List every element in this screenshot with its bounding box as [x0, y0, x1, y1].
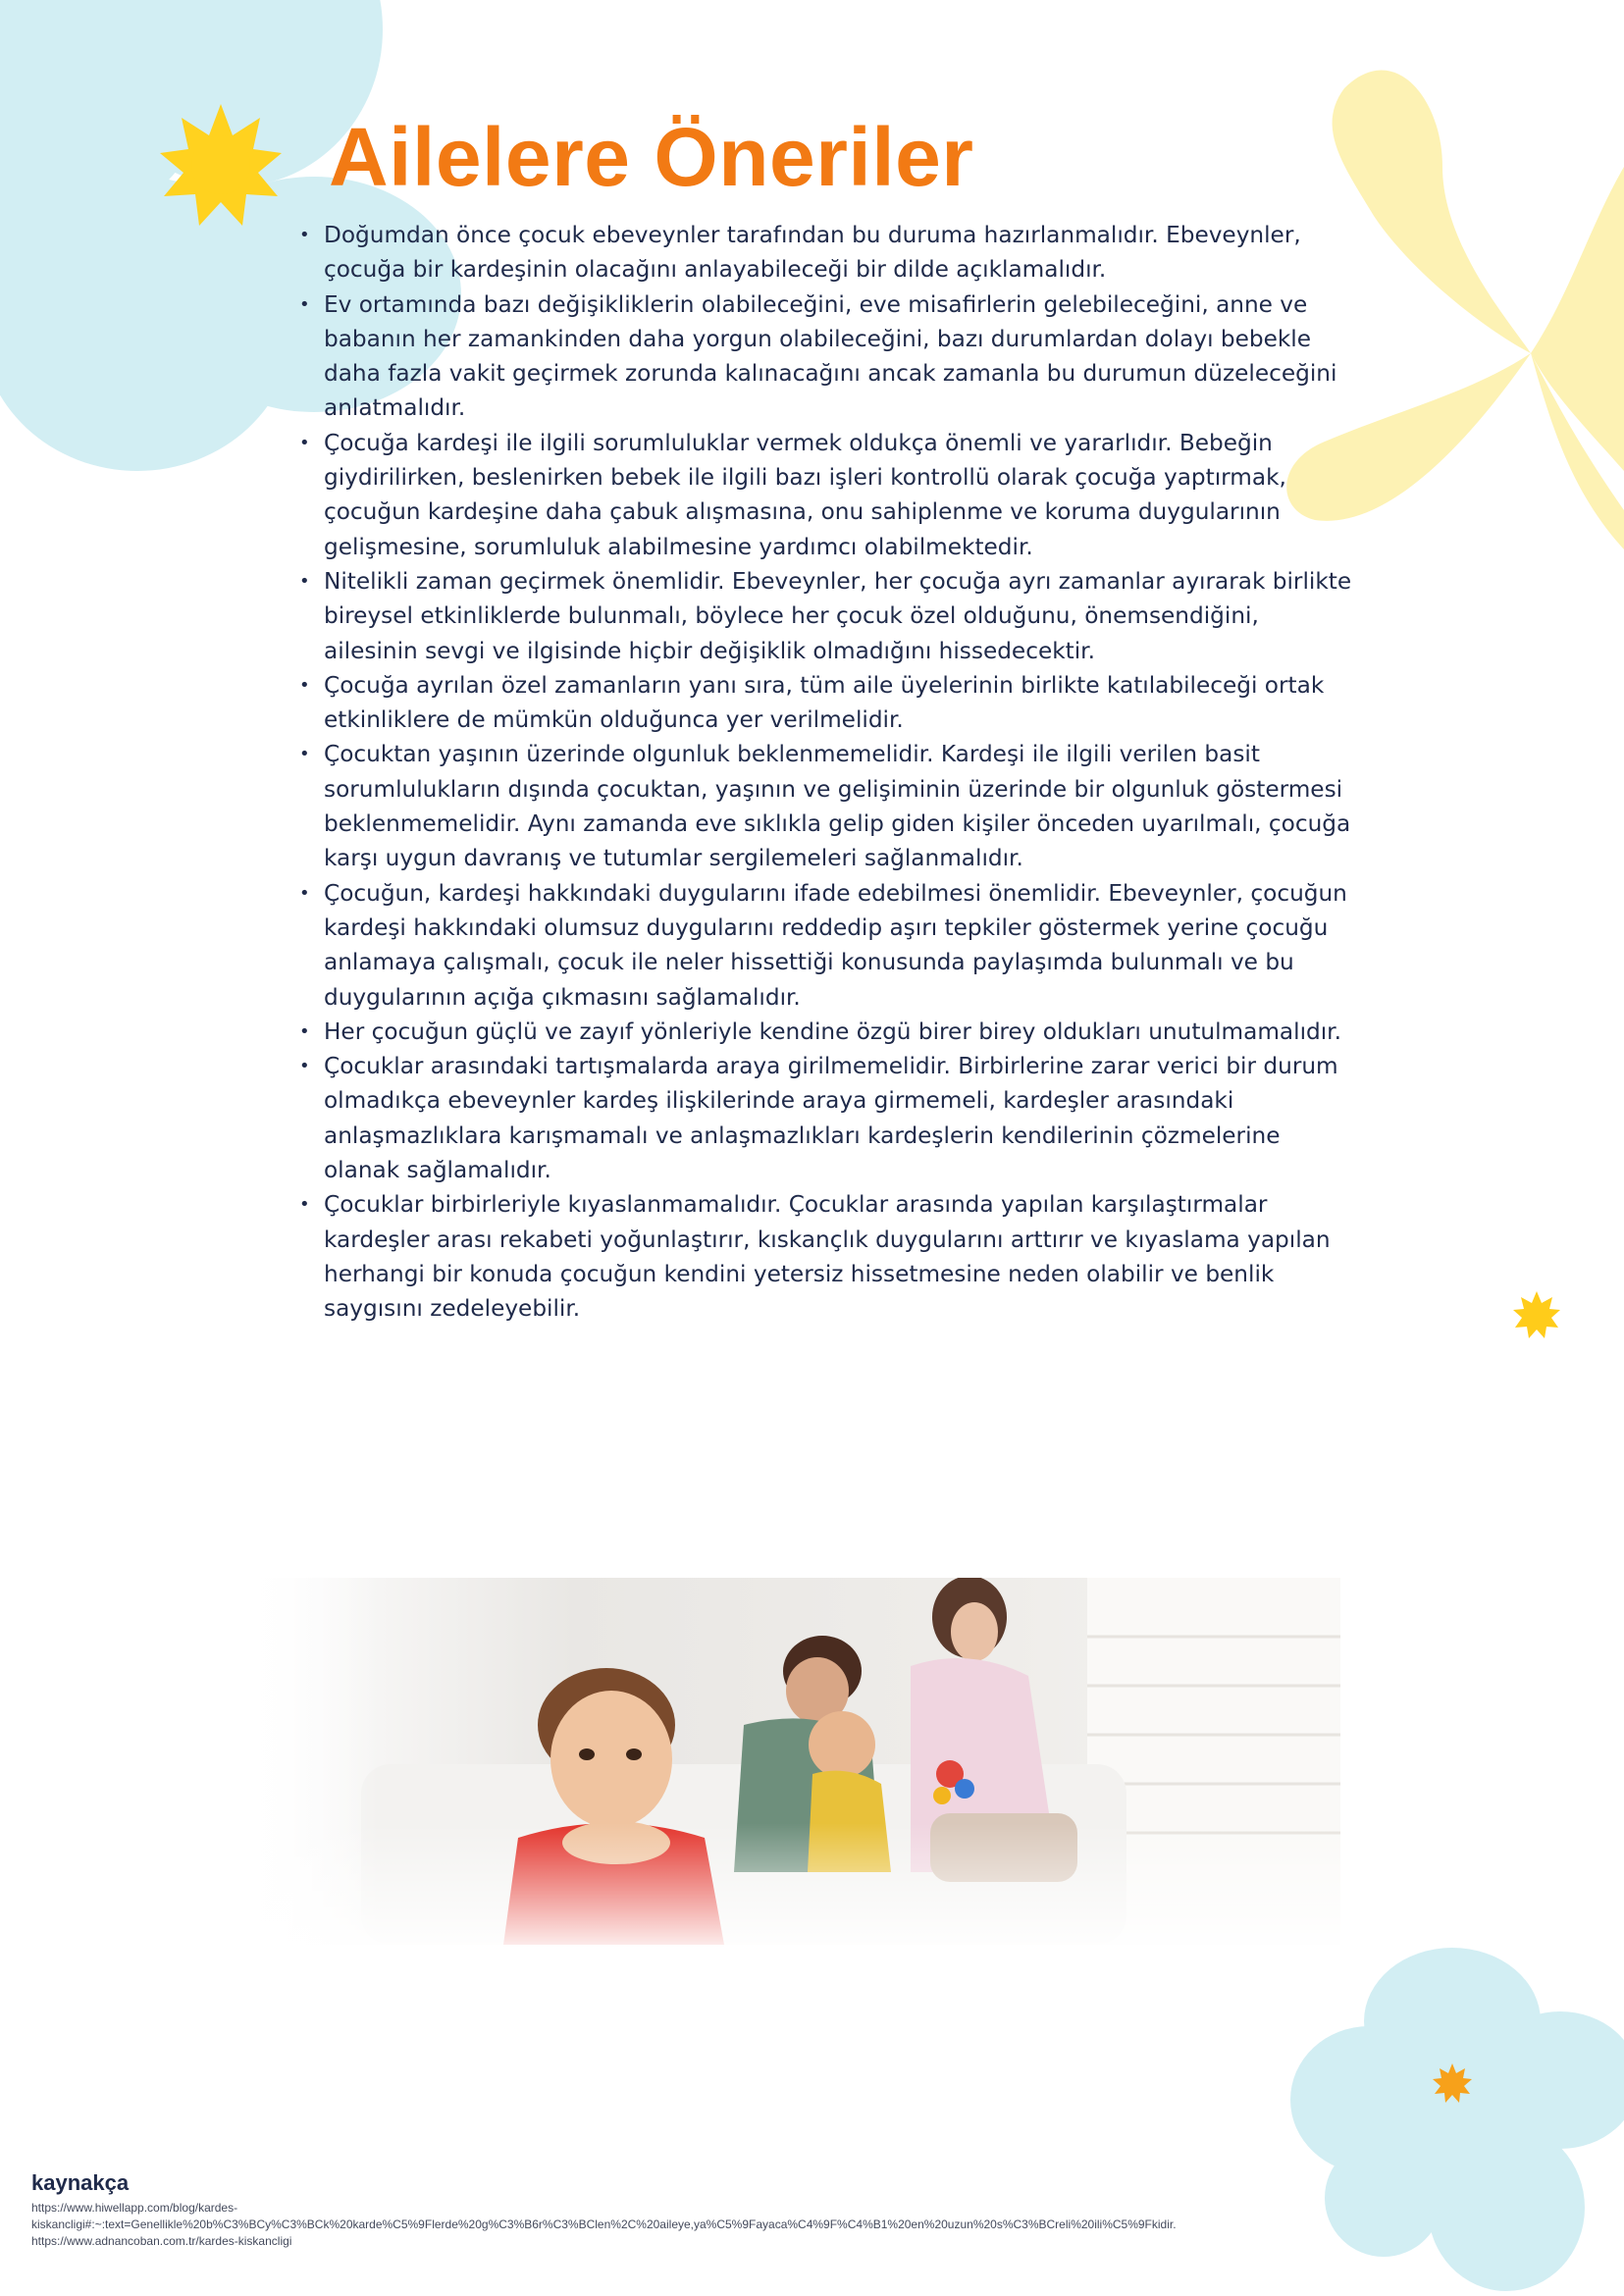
references-title: kaynakça	[31, 2170, 130, 2195]
family-photo	[243, 1578, 1340, 1945]
sun-right-icon	[1513, 1291, 1560, 1338]
bullet-icon: •	[299, 882, 310, 904]
list-item-text: Çocuğa kardeşi ile ilgili sorumluluklar vermek oldukça önemli ve yararlıdır. Bebeğin giydirilirken, beslenirken bebek ile ilgili bazı işleri kontrollü olarak çocuğa yaptırmak, çocuğun kardeşine daha çabuk alışmasına, onu sahiplenme ve koruma duygularının gelişmesine, sorumluluk alabilmesine yardımcı olabilmektedir.	[324, 429, 1286, 560]
bullet-icon: •	[299, 225, 310, 245]
bullet-icon: •	[299, 570, 310, 592]
list-item	[294, 218, 1354, 287]
reference-link[interactable]: https://www.adnancoban.com.tr/kardes-kiskancligi	[31, 2234, 292, 2248]
list-item	[294, 426, 1354, 564]
list-item-text: Çocuğun, kardeşi hakkındaki duygularını ifade edebilmesi önemlidir. Ebeveynler, çocuğun kardeşi hakkındaki olumsuz duygularını reddedip aşırı tepkiler göstermek yerine çocuğu anlamaya çalışmalı, çocuk ile neler hissettiği konusunda paylaşımda bulunmalı ve bu duygularının açığa çıkmasını sağlamalıdır.	[324, 879, 1347, 1011]
recommendation-list	[294, 218, 1354, 1327]
list-item	[294, 1049, 1354, 1187]
bullet-icon: •	[299, 1020, 310, 1042]
bullet-icon: •	[299, 1194, 310, 1216]
reference-link[interactable]: kiskancligi#:~:text=Genellikle%20b%C3%BCy%C3%BCk%20karde%C5%9Flerde%20g%C3%B6r%C3%BClen%2C%20aileye,ya%C5%9Fayaca%C4%9F%C4%B1%20en%20uzun%20s%C3%BCreli%20ili%C5%9Fkidir.	[31, 2218, 1177, 2231]
bullet-icon: •	[299, 674, 310, 696]
list-item-text: Çocuğa ayrılan özel zamanların yanı sıra, tüm aile üyelerinin birlikte katılabileceği ortak etkinliklere de mümkün olduğunca yer verilmelidir.	[324, 671, 1325, 734]
reference-link[interactable]: https://www.hiwellapp.com/blog/kardes-	[31, 2201, 238, 2215]
list-item-text: Çocuktan yaşının üzerinde olgunluk beklenmemelidir. Kardeşi ile ilgili verilen basit sorumlulukların dışında çocuktan, yaşının ve gelişiminin üzerinde bir olgunluk göstermesi beklenmemelidir. Aynı zamanda eve sıklıkla gelip giden kişiler önceden uyarılmalı, çocuğa karşı uygun davranış ve tutumlar sergilemeleri sağlanmalıdır.	[324, 741, 1351, 872]
list-item-text: Nitelikli zaman geçirmek önemlidir. Ebeveynler, her çocuğa ayrı zamanlar ayırarak birlikte bireysel etkinliklerde bulunmalı, böylece her çocuk özel olduğunu, önemsendiğini, ailesinin sevgi ve ilgisinde hiçbir değişiklik olmadığını hissedecektir.	[324, 567, 1352, 664]
list-item	[294, 287, 1354, 426]
bullet-icon: •	[299, 1056, 310, 1077]
list-item	[294, 737, 1354, 875]
references	[31, 2170, 1405, 2250]
list-item-text: Her çocuğun güçlü ve zayıf yönleriyle kendine özgü birer birey oldukları unutulmamalıdır.	[324, 1018, 1341, 1045]
list-item	[294, 876, 1354, 1015]
list-item	[294, 564, 1354, 668]
list-item-text: Çocuklar birbirleriyle kıyaslanmamalıdır. Çocuklar arasında yapılan karşılaştırmalar kardeşler arası rekabeti yoğunlaştırır, kıskançlık duygularını arttırır ve kıyaslama yapılan herhangi bir konuda çocuğun kendini yetersiz hissetmesine neden olabilir ve benlik saygısını zedeleyebilir.	[324, 1191, 1331, 1323]
bullet-icon: •	[299, 432, 310, 453]
list-item	[294, 1187, 1354, 1326]
list-item	[294, 1015, 1354, 1049]
family-photo-illustration	[243, 1578, 1340, 1945]
list-item	[294, 668, 1354, 738]
bullet-icon: •	[299, 744, 310, 765]
list-item-text: Çocuklar arasındaki tartışmalarda araya girilmemelidir. Birbirlerine zarar verici bir durum olmadıkça ebeveynler kardeş ilişkilerinde araya girmemeli, kardeşler arasındaki anlaşmazlıklara karışmamalı ve anlaşmazlıkları kardeşlerin kendilerinin çözmelerine olanak sağlamalıdır.	[324, 1053, 1338, 1184]
list-item-text: Ev ortamında bazı değişikliklerin olabileceğini, eve misafirlerin gelebileceğini, anne ve babanın her zamankinden daha yorgun olabileceğini, bazı durumlardan dolayı bebekle daha fazla vakit geçirmek zorunda kalınacağını ancak zamanla bu durumun düzeleceğini anlatmalıdır.	[324, 290, 1337, 422]
list-item-text: Doğumdan önce çocuk ebeveynler tarafından bu duruma hazırlanmalıdır. Ebeveynler, çocuğa bir kardeşinin olacağını anlayabileceği bir dilde açıklamalıdır.	[324, 222, 1301, 284]
page-title: Ailelere Öneriler	[329, 111, 974, 203]
bullet-icon: •	[299, 293, 310, 315]
